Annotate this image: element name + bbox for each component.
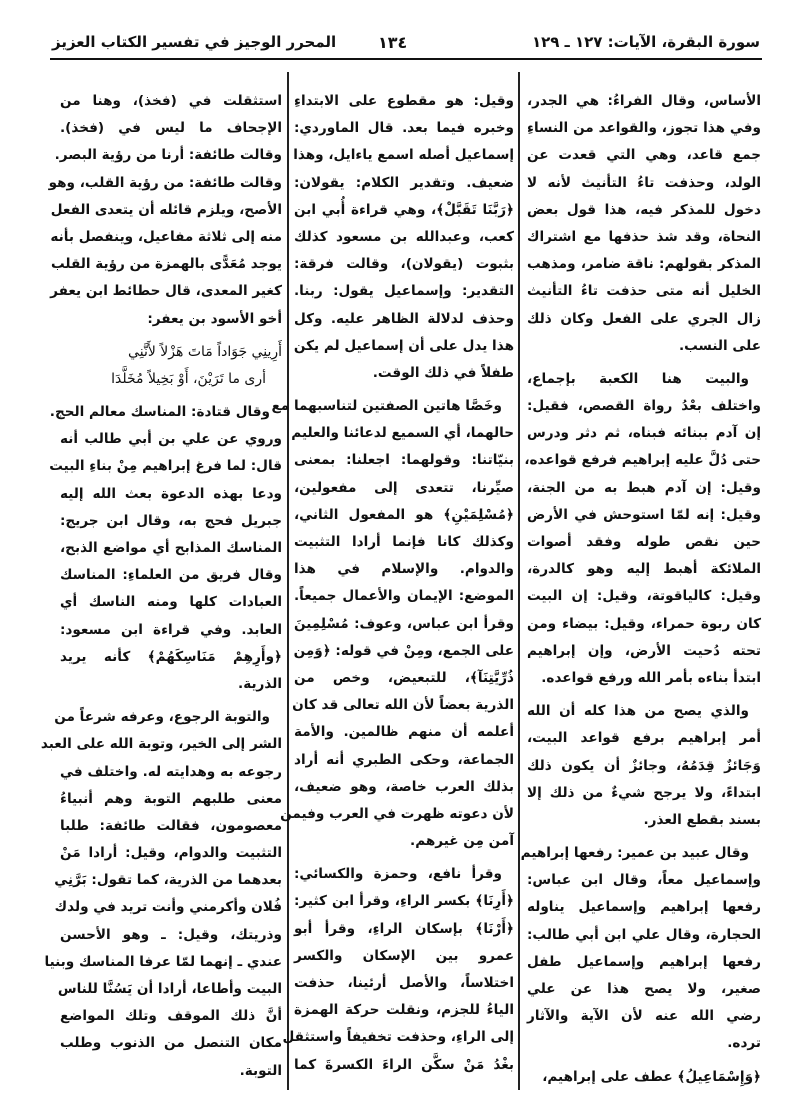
text-line: استثقلت في (فخذ)، وهنا من [60, 93, 282, 109]
paragraph [520, 840, 761, 1058]
text-line: رضي الله عنه لأن الآية والآثار [527, 1008, 761, 1025]
text-line: ﴿مُسْلِمَيْنِ﴾ هو المفعول الثاني، [294, 506, 514, 523]
text-line: وقرأ ابن عباس، وعوف: مُسْلِمِينَ [294, 615, 514, 632]
page-number: ١٣٤ [378, 33, 408, 52]
text-line: أنَّ ذلك الموقف وتلك المواضع [60, 1008, 282, 1025]
text-line: دخول للمذكر فيه، هذا قول بعض [527, 201, 761, 218]
text-line: عمرو بين الإسكان والكسر [294, 947, 514, 964]
poem-verse [60, 339, 282, 393]
text-line: التقدير: وإسماعيل يقول: ربنا. [294, 283, 514, 300]
text-line: كعب، وعبدالله بن مسعود كذلك [294, 228, 514, 245]
text-line: وَجَائزٌ قِدَمُهُ، وجائزٌ أن يكون ذلك [527, 757, 761, 774]
paragraph [48, 88, 282, 333]
paragraph [271, 393, 514, 855]
paragraph [527, 88, 761, 360]
paragraph [282, 861, 514, 1079]
text-line: وقيل: إنه لمّا استوحش في الأرض [527, 506, 761, 523]
text-line: اختلاساً، والأصل أرئينا، حذفت [294, 975, 514, 991]
text-line: منه إلى ثلاثة مفاعيل، وينفصل بأنه [50, 228, 282, 245]
text-line: ﴿وَإِسْمَاعِيلُ﴾ عطف على إبراهيم، [542, 1068, 761, 1085]
text-line: والبيت هنا الكعبة بإجماع، [527, 370, 749, 387]
text-line: ﴿أَرِنَا﴾ بكسر الراءِ، وقرأ ابن كثير: [294, 893, 514, 910]
text-line: كغير المعدى، قال حطائط ابن يعفر [50, 283, 282, 300]
text-line: رفعها إبراهيم وإسماعيل يناوله [527, 899, 761, 916]
text-column-middle [271, 88, 514, 1085]
paragraph [527, 1064, 761, 1091]
text-line: ﴿رَبَّنَا تَقَبَّلْ﴾، وهي قراءة أُبي ابن [294, 201, 514, 218]
text-line: صغير، ولا يصح هذا عن علي [527, 981, 761, 997]
text-line: ﴿وأَرِهِمْ مَنَاسِكَهُمْ﴾ كأنه يريد [60, 648, 282, 665]
text-line: فُلان وأكرمني وأنت تريد في ولدك [54, 899, 282, 916]
column-divider [287, 72, 289, 1090]
text-line: أعلمه أن منهم ظالمين. والأمة [294, 724, 514, 741]
text-line: وخبره فيما بعد. قال الماوردي: [294, 120, 514, 137]
text-line: آمن مِن غيرهم. [410, 833, 514, 850]
text-line: ابتداءً، ولا يرجح شيءٌ من ذلك إلا [527, 784, 761, 801]
text-line: الذرية بعضاً لأن الله تعالى قد كان [292, 697, 514, 714]
paragraph [294, 88, 514, 387]
text-line: الحجارة، وقال علي ابن أبي طالب: [527, 926, 761, 943]
text-line: وذريتك، وقيل: ـ وهو الأحسن [60, 926, 282, 943]
running-header-book-title: المحرر الوجيز في تفسير الكتاب العزيز [52, 33, 337, 51]
text-column-right [520, 88, 761, 1097]
text-line: إسماعيل أصله اسمع ياءايل، وهذا [293, 147, 514, 164]
text-line: العابد. وفي قراءة ابن مسعود: [60, 621, 282, 638]
text-line: الولد، وحذفت تاءُ التأنيث لأنه لا [527, 174, 761, 191]
text-line: بذلك العرب خاصة، وهو ضعيف، [294, 778, 514, 795]
text-line: زال الجري على الفعل وكان ذلك [527, 310, 761, 327]
text-line: البيت وأطاعا، أرادا أن يَسُنَّا للناس [57, 981, 282, 997]
text-line: بسند بقطع العذر. [643, 811, 761, 828]
text-line: والذي يصح من هذا كله أن الله [527, 703, 749, 720]
text-line: واختلف بعْدُ رواة القصص، فقيل: [527, 398, 761, 415]
text-line: وقال قتادة: المناسك معالم الحج. [49, 404, 270, 421]
text-line: ترده. [727, 1035, 761, 1052]
text-line: وقيل: إن آدم هبط به من الجنة، [527, 479, 761, 496]
text-line: وقيل: كالياقوتة، وقيل: إن البيت [527, 588, 761, 605]
text-line: معصومون، فقالت طائفة: طلبا [60, 817, 282, 834]
text-line: جمع قاعد، وهي التي قعدت عن [527, 147, 761, 164]
text-line: الذرية. [238, 675, 282, 692]
running-header-surah: سورة البقرة، الآيات: ١٢٧ ـ ١٢٩ [531, 33, 760, 51]
text-line: رفعها إبراهيم وإسماعيل طفل [527, 953, 761, 970]
text-line: الأصح، ويلزم قائله أن يتعدى الفعل [50, 201, 282, 218]
text-line: قال: لما فرغ إبراهيم مِنْ بناءِ البيت [49, 458, 282, 475]
text-line: بغْدُ مَنْ سكَّن الراءَ الكسرةَ كما [294, 1056, 514, 1073]
text-line: المذكر بقولهم: ناقة ضامر، ومذهب [527, 256, 761, 273]
text-line: تحته دُحيت الأرض، وإن إبراهيم [527, 642, 761, 659]
text-line: هذا يدل على أن إسماعيل لم يكن [293, 337, 514, 354]
text-line: وقرأ نافع، وحمزة والكسائي: [294, 866, 502, 883]
text-line: الموضع: الإيمان والأعمال جميعاً. [294, 588, 514, 605]
text-line: الياءُ للجزم، ونقلت حركة الهمزة [294, 1002, 514, 1019]
paragraph [524, 366, 761, 692]
text-line: الخليل أنه متى حذفت تاءُ التأنيث [527, 283, 761, 300]
text-line: أرى ما تَرَيْنَ، أَوْ بَخِيلاً مُخَلَّدَا [111, 370, 266, 387]
text-line: وقالت طائفة: أرنا من رؤية البصر. [54, 147, 282, 164]
text-line: بثبوت (يقولان)، وقالت فرقة: [294, 256, 514, 273]
text-line: المناسك المذابح أي مواضع الذبح، [60, 540, 282, 556]
text-line: وإسماعيل معاً، وقال ابن عباس: [527, 872, 761, 889]
text-line: رجوعه به وهدايته له. واختلف في [60, 763, 282, 780]
text-line: بعدهما من الذرية، كما تقول: بَرَّنِي [54, 872, 282, 889]
text-line: الأساس، وقال الفراءُ: هي الجدر، [527, 93, 761, 109]
text-line: معنى طلبهم التوبة وهم أنبياءُ [60, 790, 282, 807]
text-line: الملائكة أهبط إليه وهو كالدرة، [527, 561, 761, 578]
text-line: حالهما، أي السميع لدعائنا والعليم [291, 425, 514, 442]
text-line: وفي هذا تجوز، والقواعد من النساءِ [527, 120, 761, 137]
text-line: والتوبة الرجوع، وعرفه شرعاً من [54, 709, 270, 726]
text-line: وخَصَّا هاتين الصفتين لتناسبهما مع [271, 398, 502, 415]
text-line: وكذلك كانا فإنما أرادا التثبيت [294, 534, 514, 550]
text-line: على الجمع، ومِنْ في قوله: ﴿وَمِن [293, 642, 514, 659]
text-line: العبادات كلها ومنه الناسك أي [60, 594, 282, 611]
text-line: ﴿أَرْنَا﴾ بإسكان الراءِ، وقرأ أبو [294, 920, 514, 937]
text-line: جبريل فحج به، وقال ابن جريج: [60, 512, 282, 529]
paragraph [49, 399, 282, 698]
text-line: إن آدم ببنائه فبناه، ثم دثر ودرس [527, 425, 761, 442]
text-line: كان ربوة حمراء، وقيل: بيضاء ومن [527, 615, 761, 632]
text-line: وقال عبيد بن عمير: رفعها إبراهيم [520, 845, 749, 862]
text-line: وقال فريق من العلماءِ: المناسك [60, 567, 282, 584]
text-line: ابتدأ بناءه بأمر الله ورفع قواعده. [541, 669, 761, 686]
text-line: الجماعة، وحكى الطبري أنه أراد [294, 751, 514, 768]
text-line: أمر إبراهيم برفع قواعد البيت، [527, 730, 761, 747]
text-line: ودعا بهذه الدعوة بعث الله إليه [60, 485, 282, 502]
text-line: على النسب. [678, 337, 761, 354]
text-line: النحاة، وقد شذ حذفها مع اشتراك [527, 228, 761, 245]
text-line: طفلاً في ذلك الوقت. [372, 364, 514, 381]
text-line: التثبيت والدوام، وقيل: أرادا مَنْ [60, 845, 282, 862]
text-line: وقيل: هو مقطوع على الابتداءِ [294, 93, 514, 109]
text-line: أَرِينِي جَوَاداً مَاتَ هَزْلاً لأَنَّنِي [128, 343, 282, 360]
text-line: ضعيف. وتقدير الكلام: يقولان: [294, 174, 514, 191]
text-line: وقالت طائفة: من رؤية القلب، وهو [48, 174, 282, 191]
text-line: الإجحاف ما ليس في (فخذ). [60, 120, 282, 137]
text-line: حتى دُلَّ عليه إبراهيم فرفع قواعده، [524, 452, 761, 469]
text-line: إلى الراءِ، وحذفت تخفيفاً واستثقل [282, 1029, 514, 1046]
text-line: الشر إلى الخير، وتوبة الله على العبد [40, 736, 282, 753]
header-rule [50, 58, 762, 60]
paragraph [527, 698, 761, 834]
text-line: ذُرِّيَّتِنَآ﴾، للتبعيض، وخص من [294, 669, 514, 686]
text-line: التوبة. [239, 1062, 282, 1079]
text-column-left [40, 88, 282, 1091]
text-line: والدوام. والإسلام في هذا [294, 561, 514, 578]
text-line: مكان التنصل من الذنوب وطلب [60, 1035, 282, 1052]
column-divider [518, 72, 520, 1090]
text-line: وحذف لدلالة الظاهر عليه. وكل [294, 310, 514, 327]
text-line: بنيّاتنا: وقولهما: اجعلنا: بمعنى [294, 452, 514, 469]
text-line: أخو الأسود بن يعفر: [147, 310, 282, 327]
text-line: وروي عن علي بن أبي طالب أنه [60, 431, 282, 448]
text-line: حين نقص طوله وفقد أصوات [527, 534, 761, 550]
paragraph [40, 704, 282, 1085]
text-line: عندي ـ إنهما لمّا عرفا المناسك وبنيا [44, 953, 282, 970]
text-line: لأن دعوته ظهرت في العرب وفيمن [280, 805, 514, 822]
text-line: يوجد مُعَدًّى بالهمزة من رؤية القلب [51, 256, 282, 273]
text-line: صيِّرنا، تتعدى إلى مفعولين، [294, 479, 514, 496]
